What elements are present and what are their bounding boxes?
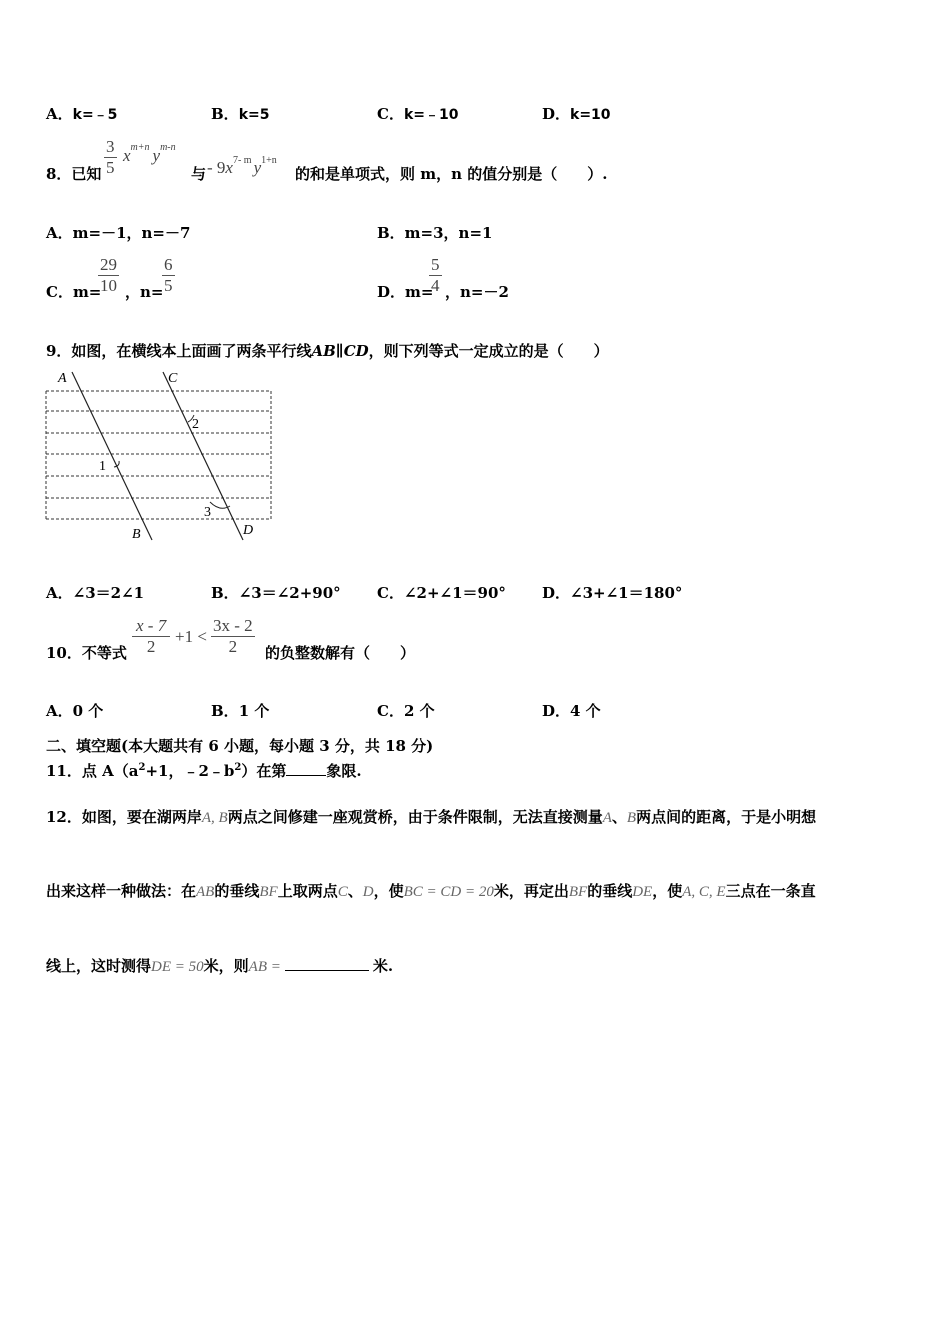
q8-tail: 的和是单项式，则 m，n 的值分别是（ ）. [295,165,608,183]
section-2-title: 二、填空题(本大题共有 6 小题，每小题 3 分，共 18 分) [46,737,434,755]
q8-option-c-mid: ，n= [125,283,164,301]
q10-tail: 的负整数解有（ ） [265,644,416,662]
q8-option-c-fraction-n: $\frac{6}{5}$ [164,255,173,295]
q8-option-c-fraction-m: $\frac{29}{10}$ [100,255,117,295]
q11-text: 11．点 $A(a^2+1$，$﹣2﹣b^2$）在第 象限. [46,762,362,780]
label-b: B [132,527,141,542]
q8-option-d-tail: ，n=－2 [445,283,509,301]
q8-term1: $x^{m+n}$ $y^{m-n}$ [123,142,176,165]
line-ab [72,372,152,540]
q7-option-b: B．k=5 [211,105,270,123]
label-d: D [243,523,254,538]
q10-prefix: 10．不等式 [46,644,127,662]
q8-option-a: A．m=－1，n=－7 [46,224,191,242]
q7-option-d: D．k=10 [542,105,611,123]
q10-fraction-left: $\frac{x - 7}{2}$ [132,616,170,657]
q8-number: 8．已知 [46,165,102,183]
line-cd [163,372,243,540]
q12-line-3: 线上，这时测得DE = 50米，则AB = 米. [46,957,394,975]
q9-option-d: D．∠3+∠1＝180° [542,584,683,602]
q8-term2: - $9x^{7- m}$ $y^{1+n}$ [207,155,277,177]
q8-with: 与 [191,165,207,183]
q9-option-c: C．∠2+∠1＝90° [377,584,506,602]
q10-option-d: D．4 个 [542,702,601,720]
q7-option-a: A．k=﹣5 [46,105,118,123]
label-angle-2: 2 [192,417,199,432]
q12-answer-blank[interactable] [285,970,369,971]
q9-figure [40,366,280,544]
q8-option-c-prefix: C．m= [46,283,102,301]
q8-option-b: B．m=3，n=1 [377,224,493,242]
q10-option-b: B．1 个 [211,702,270,720]
q9-option-b: B．∠3＝∠2+90° [211,584,341,602]
q12-line-2: 出来这样一种做法：在AB的垂线BF上取两点C、D，使BC = CD = 20米，再定出BF的垂线DE，使A, C, E三点在一条直 [46,882,816,900]
q10-fraction-right: $\frac{3x - 2}{2}$ [213,616,253,656]
q8-fraction: $\frac{3}{5}$ [106,137,115,177]
label-a: A [58,371,67,386]
q7-option-c: C．k=﹣10 [377,105,459,123]
q11-answer-blank[interactable] [286,775,326,776]
q8-option-d-fraction: $\frac{5}{4}$ [431,255,440,295]
q10-option-c: C．2 个 [377,702,435,720]
q8-option-d-prefix: D．m= [377,283,434,301]
q10-option-a: A．0 个 [46,702,104,720]
q12-line-1: 12．如图，要在湖两岸A, B两点之间修建一座观赏桥，由于条件限制，无法直接测量A、B两点间的距离，于是小明想 [46,808,817,826]
ruled-lines [46,391,271,519]
label-angle-1: 1 [99,459,106,474]
q10-plus-one-less: +1 < [175,627,207,646]
label-c: C [168,371,178,386]
label-angle-3: 3 [204,505,211,520]
q9-option-a: A．∠3＝2∠1 [46,584,145,602]
q9-text: 9．如图，在横线本上面画了两条平行线AB∥CD，则下列等式一定成立的是（ ） [46,342,609,360]
